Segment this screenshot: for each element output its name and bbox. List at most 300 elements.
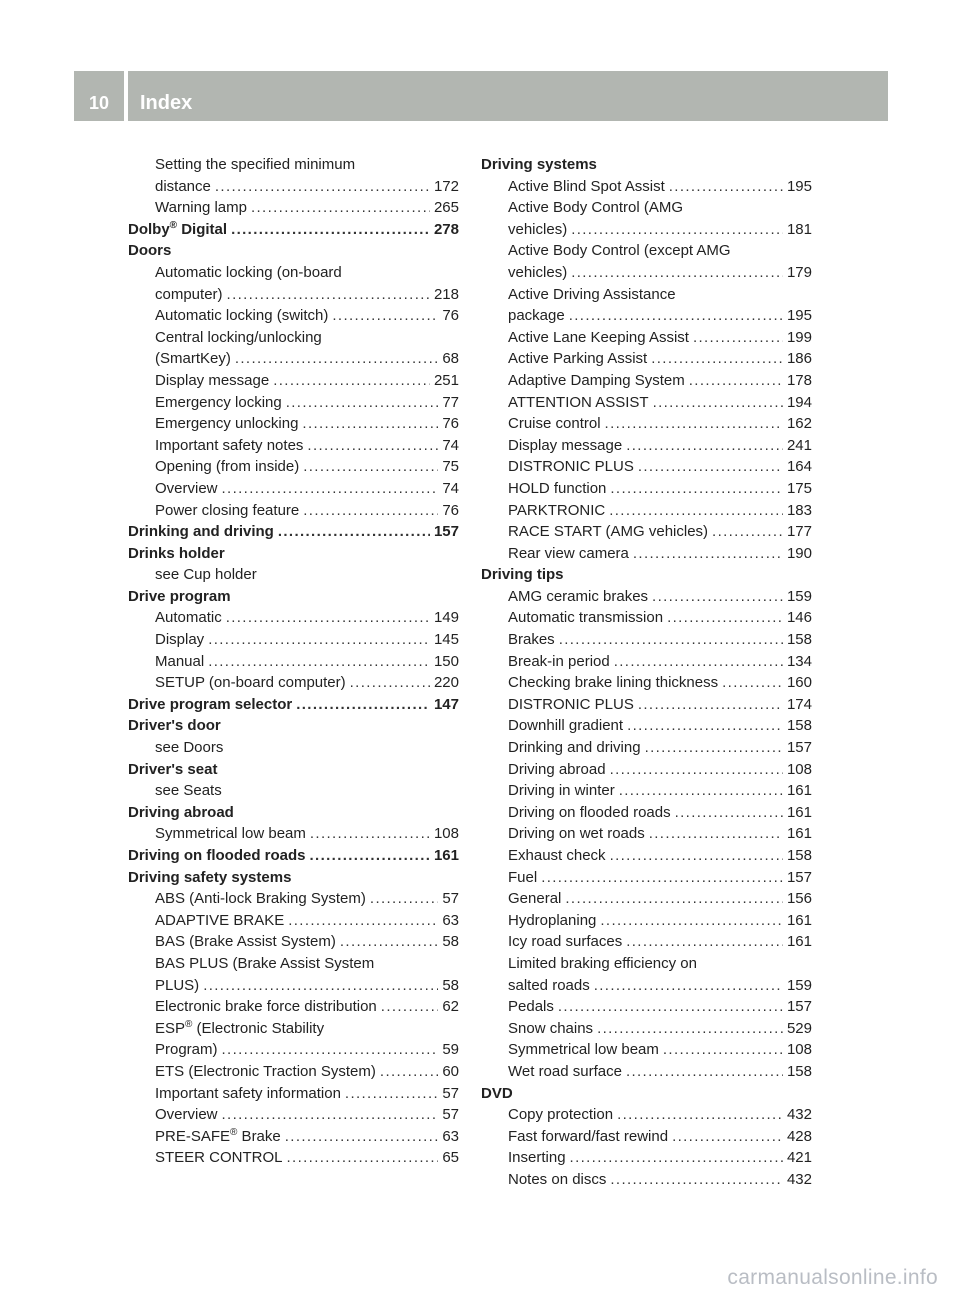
page-ref: 164 <box>786 458 812 476</box>
dot-leader <box>645 737 783 759</box>
entry-label: PRE-SAFE® Brake <box>155 1126 281 1145</box>
entry-label: Driving tips <box>481 566 564 584</box>
entry-label: Downhill gradient <box>508 717 624 735</box>
entry-label: Cruise control <box>508 415 601 433</box>
page-ref: 150 <box>433 652 459 670</box>
entry-label: Automatic transmission <box>508 609 664 627</box>
index-heading <box>481 564 812 586</box>
page-ref: 145 <box>433 631 459 649</box>
dot-leader <box>610 1169 783 1191</box>
entry-label: Display message <box>508 436 623 454</box>
dot-leader <box>610 478 783 500</box>
entry-label: Driving in winter <box>508 782 615 800</box>
dot-leader <box>626 435 783 457</box>
index-subentry <box>481 975 812 997</box>
index-heading <box>128 219 459 241</box>
entry-label: Emergency unlocking <box>155 415 299 433</box>
dot-leader <box>231 219 430 241</box>
page-ref: 74 <box>442 436 459 454</box>
dot-leader <box>600 910 783 932</box>
page-ref: 157 <box>786 739 812 757</box>
entry-label: Active Body Control (AMG <box>508 199 684 217</box>
index-subentry <box>481 284 812 306</box>
page-ref: 156 <box>786 890 812 908</box>
entry-label: Pedals <box>508 998 554 1016</box>
header-divider <box>124 71 128 121</box>
dot-leader <box>610 759 783 781</box>
entry-label: Fuel <box>508 868 538 886</box>
entry-label: Driving safety systems <box>128 868 292 886</box>
entry-label: HOLD function <box>508 479 607 497</box>
index-subentry <box>481 370 812 392</box>
entry-label: see Doors <box>155 739 224 757</box>
page-ref: 62 <box>442 998 459 1016</box>
entry-label: Brakes <box>508 631 555 649</box>
page-ref: 76 <box>442 307 459 325</box>
entry-label: Symmetrical low beam <box>155 825 306 843</box>
index-column-left <box>128 154 459 1169</box>
entry-label: distance <box>155 177 211 195</box>
page-ref: 218 <box>433 285 459 303</box>
page-ref: 159 <box>786 587 812 605</box>
dot-leader <box>594 975 783 997</box>
index-subentry <box>481 1061 812 1083</box>
entry-label: Active Driving Assistance <box>508 285 676 303</box>
dot-leader <box>652 586 783 608</box>
index-subentry <box>128 1147 459 1169</box>
page-ref: 59 <box>442 1041 459 1059</box>
entry-label: Opening (from inside) <box>155 458 300 476</box>
dot-leader <box>571 219 783 241</box>
page-ref: 158 <box>786 1062 812 1080</box>
page-ref: 162 <box>786 415 812 433</box>
entry-label: Overview <box>155 1106 218 1124</box>
dot-leader <box>610 845 783 867</box>
index-heading <box>128 759 459 781</box>
entry-label: Important safety notes <box>155 436 304 454</box>
index-subentry <box>128 931 459 953</box>
dot-leader <box>669 176 783 198</box>
page-ref: 421 <box>786 1149 812 1167</box>
index-subentry <box>128 629 459 651</box>
index-subentry <box>481 780 812 802</box>
page-number: 10 <box>88 93 110 113</box>
dot-leader <box>380 1061 438 1083</box>
index-subentry <box>481 802 812 824</box>
index-subentry <box>481 1147 812 1169</box>
page-ref: 172 <box>433 177 459 195</box>
index-subentry <box>481 867 812 889</box>
index-subentry <box>481 651 812 673</box>
page-ref: 134 <box>786 652 812 670</box>
dot-leader <box>597 1018 783 1040</box>
entry-label: Checking brake lining thickness <box>508 674 719 692</box>
dot-leader <box>222 478 439 500</box>
entry-label: package <box>508 307 565 325</box>
entry-label: DISTRONIC PLUS <box>508 458 634 476</box>
index-subentry <box>481 500 812 522</box>
dot-leader <box>286 392 439 414</box>
index-subentry <box>128 370 459 392</box>
index-heading <box>128 240 459 262</box>
page-ref: 57 <box>442 890 459 908</box>
entry-label: Icy road surfaces <box>508 933 623 951</box>
page-ref: 158 <box>786 631 812 649</box>
page-ref: 108 <box>786 760 812 778</box>
dot-leader <box>541 867 783 889</box>
entry-label: Inserting <box>508 1149 566 1167</box>
section-title: Index <box>140 92 193 114</box>
index-subentry <box>128 154 459 176</box>
page-ref: 428 <box>786 1127 812 1145</box>
dot-leader <box>609 500 783 522</box>
dot-leader <box>345 1083 438 1105</box>
page-ref: 199 <box>786 328 812 346</box>
dot-leader <box>350 672 430 694</box>
page-ref: 68 <box>442 350 459 368</box>
page-ref: 157 <box>786 998 812 1016</box>
index-subentry <box>481 931 812 953</box>
index-subentry <box>128 456 459 478</box>
entry-label: RACE START (AMG vehicles) <box>508 523 709 541</box>
entry-label: Overview <box>155 479 218 497</box>
entry-label: Exhaust check <box>508 847 606 864</box>
entry-label: Driving on wet roads <box>508 825 645 843</box>
dot-leader <box>675 802 783 824</box>
page-ref: 63 <box>442 1127 459 1145</box>
page-ref: 161 <box>786 933 812 951</box>
page-ref: 194 <box>786 393 812 411</box>
index-subentry <box>128 1039 459 1061</box>
page-ref: 77 <box>442 393 459 411</box>
dot-leader <box>310 845 430 867</box>
entry-label: Program) <box>155 1041 218 1059</box>
entry-label: Display message <box>155 371 270 389</box>
index-subentry <box>481 435 812 457</box>
index-subentry <box>481 327 812 349</box>
index-subentry <box>128 435 459 457</box>
entry-label: Fast forward/fast rewind <box>508 1127 669 1145</box>
dot-leader <box>222 1104 439 1126</box>
index-subentry <box>128 1061 459 1083</box>
page-ref: 278 <box>433 220 459 238</box>
entry-label: ADAPTIVE BRAKE <box>155 911 285 929</box>
page-ref: 76 <box>442 501 459 519</box>
index-subentry <box>481 823 812 845</box>
index-heading <box>128 543 459 565</box>
index-subentry <box>128 651 459 673</box>
page-ref: 161 <box>433 847 459 864</box>
dot-leader <box>653 392 783 414</box>
dot-leader <box>633 543 783 565</box>
entry-label: DISTRONIC PLUS <box>508 695 634 713</box>
entry-label: computer) <box>155 285 223 303</box>
entry-label: Driving on flooded roads <box>508 803 671 821</box>
entry-label: Notes on discs <box>508 1170 607 1188</box>
dot-leader <box>235 348 438 370</box>
page-ref: 76 <box>442 415 459 433</box>
index-subentry <box>481 953 812 975</box>
index-heading <box>481 154 812 176</box>
page-ref: 241 <box>786 436 812 454</box>
index-subentry <box>481 888 812 910</box>
index-subentry <box>481 672 812 694</box>
entry-label: salted roads <box>508 976 590 994</box>
index-subentry <box>128 823 459 845</box>
page-ref: 75 <box>442 458 459 476</box>
index-subentry <box>481 1039 812 1061</box>
dot-leader <box>332 305 438 327</box>
page-ref: 432 <box>786 1170 812 1188</box>
index-subentry <box>128 413 459 435</box>
entry-label: Power closing feature <box>155 501 300 519</box>
entry-label: Drive program selector <box>128 695 293 713</box>
entry-label: Driver's door <box>128 717 221 735</box>
page-ref: 195 <box>786 177 812 195</box>
index-heading <box>128 586 459 608</box>
entry-label: Electronic brake force distribution <box>155 998 377 1016</box>
page-ref: 159 <box>786 976 812 994</box>
dot-leader <box>626 1061 783 1083</box>
index-heading <box>481 1083 812 1105</box>
index-subentry <box>481 586 812 608</box>
index-subentry <box>481 759 812 781</box>
dot-leader <box>605 413 783 435</box>
page-ref: 60 <box>442 1062 459 1080</box>
entry-label: see Seats <box>155 782 222 800</box>
page-ref: 58 <box>442 933 459 951</box>
entry-label: Active Parking Assist <box>508 350 648 368</box>
index-subentry <box>128 780 459 802</box>
index-subentry <box>128 953 459 975</box>
index-subentry <box>481 392 812 414</box>
page-ref: 161 <box>786 825 812 843</box>
entry-label: General <box>508 890 562 908</box>
index-subentry <box>128 392 459 414</box>
dot-leader <box>649 823 783 845</box>
index-subentry <box>481 996 812 1018</box>
dot-leader <box>617 1104 783 1126</box>
index-subentry <box>481 845 812 867</box>
index-subentry <box>128 564 459 586</box>
page-ref: 174 <box>786 695 812 713</box>
index-subentry <box>481 348 812 370</box>
entry-label: Driving systems <box>481 156 597 173</box>
index-subentry <box>128 1104 459 1126</box>
dot-leader <box>381 996 439 1018</box>
index-subentry <box>481 737 812 759</box>
dot-leader <box>303 500 438 522</box>
entry-label: Hydroplaning <box>508 911 597 929</box>
header-bar <box>74 71 888 121</box>
index-subentry <box>128 305 459 327</box>
dot-leader <box>627 715 783 737</box>
index-heading <box>128 694 459 716</box>
dot-leader <box>638 456 783 478</box>
dot-leader <box>303 456 438 478</box>
page-ref: 161 <box>786 911 812 929</box>
page-ref: 147 <box>433 695 459 713</box>
page-ref: 432 <box>786 1106 812 1124</box>
index-subentry <box>481 1126 812 1148</box>
dot-leader <box>251 197 430 219</box>
page-ref: 108 <box>433 825 459 843</box>
index-subentry <box>128 672 459 694</box>
entry-label: Emergency locking <box>155 393 282 411</box>
page-ref: 529 <box>786 1019 812 1037</box>
entry-label: Setting the specified minimum <box>155 156 356 173</box>
dot-leader <box>215 176 430 198</box>
index-subentry <box>128 500 459 522</box>
index-heading <box>128 802 459 824</box>
dot-leader <box>651 348 783 370</box>
dot-leader <box>370 888 438 910</box>
dot-leader <box>340 931 438 953</box>
index-subentry <box>481 176 812 198</box>
page-ref: 265 <box>433 199 459 217</box>
dot-leader <box>571 262 783 284</box>
index-subentry <box>128 996 459 1018</box>
page-ref: 178 <box>786 371 812 389</box>
page-ref: 220 <box>433 674 459 692</box>
entry-label: Drinking and driving <box>128 523 274 541</box>
index-subentry <box>481 1104 812 1126</box>
entry-label: Automatic <box>155 609 222 627</box>
page-ref: 146 <box>786 609 812 627</box>
index-subentry <box>128 327 459 349</box>
entry-label: Break-in period <box>508 652 610 670</box>
index-subentry <box>481 1018 812 1040</box>
page-ref: 149 <box>433 609 459 627</box>
watermark: carmanualsonline.info <box>727 1266 938 1289</box>
entry-label: Active Lane Keeping Assist <box>508 328 689 346</box>
registered-mark: ® <box>185 1018 193 1030</box>
entry-label: Automatic locking (on-board <box>155 263 342 281</box>
index-subentry <box>128 1083 459 1105</box>
entry-label: Symmetrical low beam <box>508 1041 659 1059</box>
dot-leader <box>208 651 430 673</box>
index-subentry <box>481 1169 812 1191</box>
index-heading <box>128 867 459 889</box>
entry-label: vehicles) <box>508 220 568 238</box>
entry-label: DVD <box>481 1084 513 1102</box>
page-ref: 57 <box>442 1084 459 1102</box>
dot-leader <box>626 931 783 953</box>
index-subentry <box>128 262 459 284</box>
page-ref: 183 <box>786 501 812 519</box>
dot-leader <box>287 1147 439 1169</box>
dot-leader <box>278 521 430 543</box>
page-ref: 158 <box>786 717 812 735</box>
registered-mark: ® <box>169 219 178 231</box>
entry-label: Dolby® Digital <box>128 219 228 238</box>
entry-label: SETUP (on-board computer) <box>155 674 346 692</box>
page-ref: 157 <box>433 523 459 541</box>
index-subentry <box>128 975 459 997</box>
index-subentry <box>481 456 812 478</box>
index-subentry <box>481 694 812 716</box>
dot-leader <box>558 996 783 1018</box>
index-subentry <box>481 413 812 435</box>
page-ref: 160 <box>786 674 812 692</box>
index-subentry <box>128 284 459 306</box>
entry-label: Manual <box>155 652 205 670</box>
dot-leader <box>638 694 783 716</box>
entry-label: Rear view camera <box>508 544 629 562</box>
index-subentry <box>481 197 812 219</box>
entry-label: Driver's seat <box>128 760 218 778</box>
dot-leader <box>302 413 438 435</box>
entry-label: Adaptive Damping System <box>508 371 685 389</box>
dot-leader <box>310 823 430 845</box>
index-subentry <box>128 1126 459 1148</box>
page-ref: 251 <box>433 371 459 389</box>
dot-leader <box>559 629 783 651</box>
index-subentry <box>128 348 459 370</box>
index-heading <box>128 521 459 543</box>
index-subentry <box>128 176 459 198</box>
entry-label: Active Blind Spot Assist <box>508 177 665 195</box>
entry-label: Important safety information <box>155 1084 341 1102</box>
entry-label: STEER CONTROL <box>155 1149 283 1167</box>
entry-label: see Cup holder <box>155 566 257 584</box>
dot-leader <box>208 629 430 651</box>
index-subentry <box>481 629 812 651</box>
entry-label: ESP® (Electronic Stability <box>155 1018 325 1037</box>
dot-leader <box>227 284 430 306</box>
dot-leader <box>222 1039 439 1061</box>
dot-leader <box>619 780 783 802</box>
index-subentry <box>128 737 459 759</box>
dot-leader <box>689 370 783 392</box>
dot-leader <box>203 975 438 997</box>
index-heading <box>128 845 459 867</box>
entry-label: Central locking/unlocking <box>155 328 322 346</box>
index-subentry <box>481 521 812 543</box>
page-ref: 181 <box>786 220 812 238</box>
entry-label: Limited braking efficiency on <box>508 954 697 972</box>
dot-leader <box>569 305 783 327</box>
entry-label: ABS (Anti-lock Braking System) <box>155 890 366 908</box>
dot-leader <box>672 1126 783 1148</box>
page-ref: 177 <box>786 523 812 541</box>
entry-label: Wet road surface <box>508 1062 622 1080</box>
page-ref: 175 <box>786 479 812 497</box>
entry-label: Driving abroad <box>508 760 606 778</box>
page-ref: 157 <box>786 868 812 886</box>
index-subentry <box>481 478 812 500</box>
dot-leader <box>226 607 430 629</box>
index-subentry <box>481 910 812 932</box>
entry-label: BAS PLUS (Brake Assist System <box>155 954 375 972</box>
page-ref: 195 <box>786 307 812 325</box>
page-ref: 158 <box>786 847 812 864</box>
page-ref: 57 <box>442 1106 459 1124</box>
entry-label: BAS (Brake Assist System) <box>155 933 336 951</box>
page-ref: 58 <box>442 976 459 994</box>
entry-label: Driving on flooded roads <box>128 847 306 864</box>
page-ref: 161 <box>786 782 812 800</box>
index-subentry <box>481 219 812 241</box>
index-subentry <box>128 888 459 910</box>
entry-label: Active Body Control (except AMG <box>508 242 731 260</box>
page-ref: 108 <box>786 1041 812 1059</box>
index-subentry <box>481 715 812 737</box>
entry-label: (SmartKey) <box>155 350 231 368</box>
index-subentry <box>128 1018 459 1040</box>
entry-label: Snow chains <box>508 1019 594 1037</box>
dot-leader <box>288 910 438 932</box>
